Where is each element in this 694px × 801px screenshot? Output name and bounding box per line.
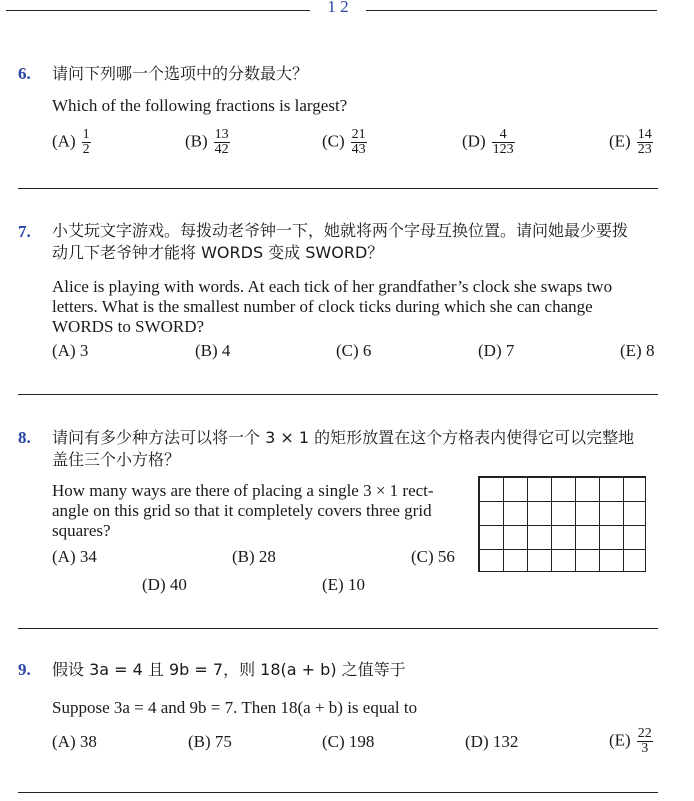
option-e (609, 727, 653, 756)
option-c (322, 128, 367, 157)
question-divider (18, 628, 658, 629)
header-rule-right (366, 10, 657, 11)
numerator: 4 (499, 127, 507, 142)
grid-diagram (478, 476, 646, 572)
question-number: 6. (18, 64, 31, 83)
fraction (637, 128, 653, 157)
option-e: (E) 8 (620, 341, 655, 360)
denominator: 123 (492, 142, 514, 157)
option-c: (C) 56 (411, 547, 455, 566)
question-text-en-line: How many ways are there of placing a single 3 × 1 rect- (52, 481, 434, 500)
option-e (609, 128, 653, 157)
numerator: 21 (351, 127, 366, 142)
option-a (52, 128, 91, 157)
option-b (185, 128, 230, 157)
option-label: (A) (52, 131, 76, 151)
fraction (492, 128, 515, 157)
numerator: 14 (637, 127, 652, 142)
option-d: (D) 132 (465, 732, 519, 751)
fraction (214, 128, 230, 157)
page-number: 1 2 (327, 0, 349, 16)
question-text-zh-line: 盖住三个小方格？ (52, 450, 181, 469)
option-d (462, 128, 515, 157)
header-rule-left (6, 10, 310, 11)
option-label: (B) (185, 131, 208, 151)
question-divider (18, 394, 658, 395)
option-b: (B) 28 (232, 547, 276, 566)
option-b: (B) 75 (188, 732, 232, 751)
option-c: (C) 198 (322, 732, 375, 751)
fraction (82, 128, 91, 157)
option-label: (E) (609, 131, 631, 151)
denominator: 3 (637, 741, 653, 756)
fraction (351, 128, 367, 157)
question-number: 8. (18, 428, 31, 447)
question-text-zh: 假设 3a = 4 且 9b = 7，则 18(a + b) 之值等于 (52, 660, 406, 679)
question-text-en-line: angle on this grid so that it completely covers three grid (52, 501, 432, 520)
option-c: (C) 6 (336, 341, 372, 360)
option-a: (A) 3 (52, 341, 89, 360)
numerator: 13 (214, 127, 229, 142)
question-text-zh-line: 动几下老爷钟才能将 WORDS 变成 SWORD？ (52, 243, 384, 262)
denominator: 42 (214, 142, 229, 157)
option-b: (B) 4 (195, 341, 231, 360)
option-d: (D) 7 (478, 341, 515, 360)
option-label: (D) (462, 131, 486, 151)
denominator: 43 (351, 142, 366, 157)
question-text-en: Suppose 3a = 4 and 9b = 7. Then 18(a + b) is equal to (52, 698, 418, 717)
question-divider (18, 188, 658, 189)
question-text-zh: 请问下列哪一个选项中的分数最大？ (52, 64, 309, 83)
question-text-zh-line: 请问有多少种方法可以将一个 3 × 1 的矩形放置在这个方格表内使得它可以完整地 (52, 428, 635, 447)
question-number: 7. (18, 222, 31, 241)
option-d: (D) 40 (142, 575, 187, 594)
numerator: 1 (82, 127, 90, 142)
option-a: (A) 38 (52, 732, 97, 751)
option-label: (E) (609, 730, 631, 750)
option-e: (E) 10 (322, 575, 365, 594)
question-text-en: Which of the following fractions is largest? (52, 96, 348, 115)
question-text-en-line: squares? (52, 521, 111, 540)
question-text-en-line: letters. What is the smallest number of clock ticks during which she can change (52, 297, 593, 316)
option-label: (C) (322, 131, 345, 151)
question-text-en-line: Alice is playing with words. At each tick of her grandfather’s clock she swaps two (52, 277, 613, 296)
question-text-en-line: WORDS to SWORD? (52, 317, 205, 336)
denominator: 2 (82, 142, 90, 157)
question-divider (18, 792, 658, 793)
fraction (637, 727, 653, 756)
question-number: 9. (18, 660, 31, 679)
denominator: 23 (637, 142, 652, 157)
numerator: 22 (637, 726, 652, 741)
question-text-zh-line: 小艾玩文字游戏。每拨动老爷钟一下，她就将两个字母互换位置。请问她最少要拨 (52, 221, 629, 240)
option-a: (A) 34 (52, 547, 97, 566)
